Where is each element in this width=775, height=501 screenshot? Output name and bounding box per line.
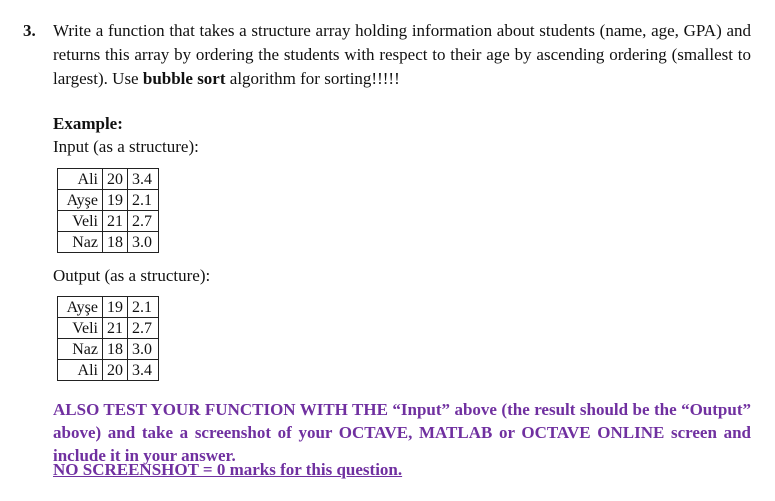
cell-name: Naz bbox=[58, 339, 103, 360]
cell-age: 19 bbox=[103, 190, 128, 211]
cell-name: Veli bbox=[58, 211, 103, 232]
cell-gpa: 3.4 bbox=[128, 169, 159, 190]
table-row bbox=[58, 339, 159, 360]
cell-name: Naz bbox=[58, 232, 103, 253]
table-row bbox=[58, 318, 159, 339]
cell-name: Ayşe bbox=[58, 190, 103, 211]
cell-age: 19 bbox=[103, 297, 128, 318]
table-row bbox=[58, 360, 159, 381]
cell-name: Ali bbox=[58, 360, 103, 381]
example-title: Example: bbox=[53, 114, 123, 133]
table-row bbox=[58, 169, 159, 190]
cell-age: 18 bbox=[103, 339, 128, 360]
table-row bbox=[58, 190, 159, 211]
question-number: 3. bbox=[23, 21, 36, 40]
input-table bbox=[57, 168, 159, 253]
cell-age: 21 bbox=[103, 318, 128, 339]
cell-age: 18 bbox=[103, 232, 128, 253]
question-text-part2: algorithm for sorting!!!!! bbox=[225, 69, 400, 88]
output-label: Output (as a structure): bbox=[53, 266, 211, 285]
cell-age: 21 bbox=[103, 211, 128, 232]
cell-name: Ali bbox=[58, 169, 103, 190]
question-text bbox=[53, 19, 751, 91]
table-row bbox=[58, 211, 159, 232]
cell-gpa: 2.1 bbox=[128, 190, 159, 211]
test-instruction-note: ALSO TEST YOUR FUNCTION WITH THE “Input” above (the result should be the “Output” above) and take a screenshot of your OCTAVE, MATLAB or OCTAVE ONLINE screen and include it in your answer. bbox=[53, 400, 751, 465]
cell-age: 20 bbox=[103, 360, 128, 381]
table-row bbox=[58, 297, 159, 318]
input-label: Input (as a structure): bbox=[53, 137, 199, 156]
cell-name: Ayşe bbox=[58, 297, 103, 318]
cell-name: Veli bbox=[58, 318, 103, 339]
cell-gpa: 2.7 bbox=[128, 318, 159, 339]
cell-gpa: 3.0 bbox=[128, 339, 159, 360]
question-text-part1: Write a function that takes a structure array holding information about students (name, age, GPA) and returns this array by ordering the students with respect to their age by ascending ordering (smallest to largest). Use bbox=[53, 21, 751, 88]
cell-gpa: 3.4 bbox=[128, 360, 159, 381]
table-row bbox=[58, 232, 159, 253]
no-screenshot-warning: NO SCREENSHOT = 0 marks for this question. bbox=[53, 460, 403, 479]
output-table bbox=[57, 296, 159, 381]
cell-gpa: 2.7 bbox=[128, 211, 159, 232]
cell-gpa: 2.1 bbox=[128, 297, 159, 318]
cell-age: 20 bbox=[103, 169, 128, 190]
cell-gpa: 3.0 bbox=[128, 232, 159, 253]
question-bold-text: bubble sort bbox=[142, 69, 226, 88]
